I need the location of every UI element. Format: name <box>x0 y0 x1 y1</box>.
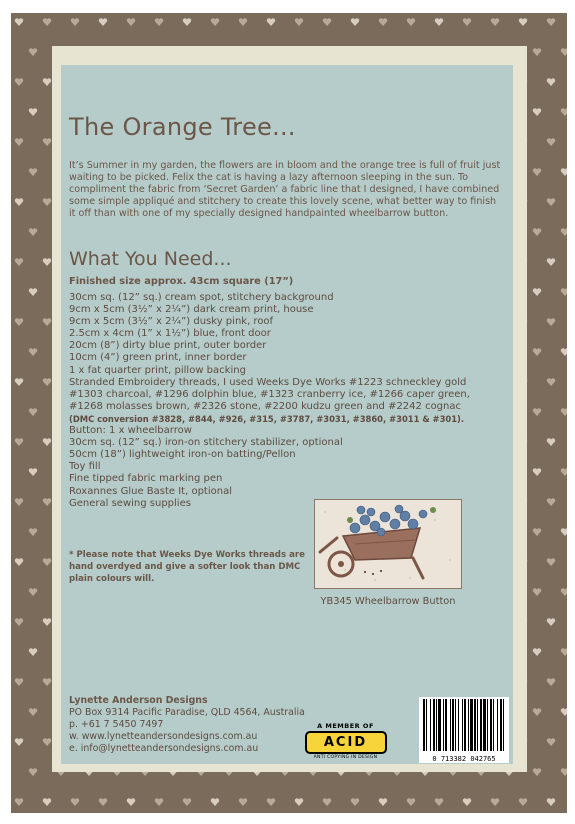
list-item: 1 x fat quarter print, pillow backing <box>69 364 246 376</box>
thread-note: * Please note that Weeks Dye Works threads are hand overdyed and give a softer look than DMC plain colours will. <box>69 550 305 584</box>
heart-icon <box>490 797 500 807</box>
heart-icon <box>546 317 556 327</box>
list-item: General sewing supplies <box>69 497 191 509</box>
heart-icon <box>350 17 360 27</box>
heart-icon <box>98 797 108 807</box>
heart-icon <box>14 77 24 87</box>
list-item: Fine tipped fabric marking pen <box>69 473 223 485</box>
heart-icon <box>378 17 388 27</box>
heart-icon <box>28 767 38 777</box>
heart-icon <box>14 617 24 627</box>
heart-icon <box>14 437 24 447</box>
heart-icon <box>322 17 332 27</box>
acid-top-text: A MEMBER OF <box>317 722 374 730</box>
heart-icon <box>126 797 136 807</box>
heart-icon <box>42 137 52 147</box>
heart-icon <box>560 107 567 117</box>
heart-icon <box>532 347 542 357</box>
heart-icon <box>294 797 304 807</box>
heart-icon <box>42 677 52 687</box>
heart-icon <box>532 767 542 777</box>
heart-icon <box>14 557 24 567</box>
barcode-bar <box>483 699 486 751</box>
heart-icon <box>490 17 500 27</box>
barcode-bar <box>464 699 466 751</box>
heart-icon <box>546 497 556 507</box>
barcode-bar <box>458 699 459 751</box>
heart-icon <box>546 617 556 627</box>
heart-icon <box>42 557 52 567</box>
list-item: Stranded Embroidery threads, I used Weeks Dye Works #1223 schneckley gold <box>69 376 467 388</box>
heart-icon <box>532 47 542 57</box>
heart-icon <box>546 197 556 207</box>
list-item: #1303 charcoal, #1296 dolphin blue, #1323 cranberry ice, #1266 caper green, <box>69 388 470 400</box>
heart-icon <box>42 797 52 807</box>
heart-icon <box>28 227 38 237</box>
heart-icon <box>28 107 38 117</box>
wheelbarrow-button-photo <box>314 499 462 589</box>
heart-icon <box>532 167 542 177</box>
heart-icon <box>560 767 567 777</box>
heart-icon <box>532 587 542 597</box>
phone-number: p. +61 7 5450 7497 <box>69 719 164 730</box>
heart-icon <box>546 677 556 687</box>
barcode-bar <box>468 699 469 751</box>
acid-bottom-text: ANTI COPYING IN DESIGN <box>313 755 378 760</box>
heart-icon <box>462 17 472 27</box>
heart-icon <box>14 317 24 327</box>
barcode-bar <box>490 699 492 751</box>
heart-icon <box>28 407 38 417</box>
barcode-bar <box>423 699 425 751</box>
heart-icon <box>560 647 567 657</box>
heart-icon <box>14 377 24 387</box>
heart-icon <box>28 527 38 537</box>
heart-icon <box>560 347 567 357</box>
page-title: The Orange Tree... <box>69 113 296 141</box>
heart-icon <box>532 287 542 297</box>
list-item: 9cm x 5cm (3½” x 2¼”) dusky pink, roof <box>69 316 274 328</box>
heart-icon <box>14 497 24 507</box>
barcode-bar <box>493 699 494 751</box>
heart-icon <box>42 17 52 27</box>
website-link[interactable]: w. www.lynetteandersondesigns.com.au <box>69 731 258 742</box>
heart-icon <box>546 17 556 27</box>
barcode-bar <box>450 699 451 751</box>
heart-icon <box>546 437 556 447</box>
barcode-bar <box>462 699 463 751</box>
heart-icon <box>28 167 38 177</box>
heart-icon <box>14 797 24 807</box>
heart-icon <box>42 77 52 87</box>
heart-icon <box>70 17 80 27</box>
barcode-bar <box>497 699 498 751</box>
heart-icon <box>560 527 567 537</box>
barcode-bar <box>426 699 427 751</box>
heart-icon <box>560 587 567 597</box>
heart-icon <box>406 797 416 807</box>
heart-icon <box>238 797 248 807</box>
email-link[interactable]: e. info@lynetteandersondesigns.com.au <box>69 743 259 754</box>
heart-icon <box>560 407 567 417</box>
barcode-bar <box>430 699 431 751</box>
barcode-bar <box>436 699 437 751</box>
list-item: 10cm (4”) green print, inner border <box>69 352 247 364</box>
heart-icon <box>42 197 52 207</box>
heart-icon <box>28 347 38 357</box>
barcode-bar <box>500 699 502 751</box>
heart-icon <box>560 227 567 237</box>
heart-icon <box>434 17 444 27</box>
barcode-bar <box>477 699 478 751</box>
heart-icon <box>154 797 164 807</box>
heart-icon <box>322 797 332 807</box>
heart-icon <box>518 17 528 27</box>
barcode-bar <box>470 699 473 751</box>
heart-icon <box>42 257 52 267</box>
intro-paragraph: It’s Summer in my garden, the flowers are in bloom and the orange tree is full of fruit just waiting to be picked. Felix the cat is having a lazy afternoon sleeping in the sun. To compliment the fabric from ‘Secret Garden’ a fabric line that I designed, I have combined some simple appliqué and stitchery to create this lovely scene, what better way to finish it off than with one of my specially designed handpainted wheelbarrow button. <box>69 160 501 219</box>
heart-icon <box>546 797 556 807</box>
list-item: 9cm x 5cm (3½” x 2¼”) dark cream print, house <box>69 304 314 316</box>
barcode-bar <box>474 699 476 751</box>
barcode-bar <box>443 699 444 751</box>
list-item: 20cm (8”) dirty blue print, outer border <box>69 340 267 352</box>
barcode <box>419 697 509 763</box>
heart-icon <box>294 17 304 27</box>
heart-icon <box>560 47 567 57</box>
wheelbarrow-icon <box>315 500 461 588</box>
heart-icon <box>28 47 38 57</box>
list-item: (DMC conversion #3828, #844, #926, #315, #3787, #3031, #3860, #3011 & #301). <box>69 413 465 424</box>
heart-icon <box>532 227 542 237</box>
heart-icon <box>378 797 388 807</box>
barcode-bar <box>503 699 504 751</box>
finished-size: Finished size approx. 43cm square (17”) <box>69 276 294 287</box>
heart-icon <box>546 77 556 87</box>
heart-icon <box>14 17 24 27</box>
heart-icon <box>434 797 444 807</box>
heart-icon <box>28 707 38 717</box>
barcode-bar <box>452 699 454 751</box>
heart-icon <box>238 17 248 27</box>
heart-icon <box>42 317 52 327</box>
heart-icon <box>266 17 276 27</box>
list-item: 50cm (18”) lightweight iron-on batting/Pellon <box>69 449 296 461</box>
barcode-bar <box>487 699 488 751</box>
list-item: Roxannes Glue Baste It, optional <box>69 485 232 497</box>
heart-icon <box>546 257 556 267</box>
barcode-bar <box>433 699 435 751</box>
heart-icon <box>14 197 24 207</box>
heart-icon <box>28 587 38 597</box>
heart-icon <box>42 617 52 627</box>
heart-icon <box>14 257 24 267</box>
heart-icon <box>28 467 38 477</box>
heart-icon <box>266 797 276 807</box>
heart-icon <box>126 17 136 27</box>
list-item: 30cm sq. (12” sq.) cream spot, stitchery background <box>69 292 334 303</box>
barcode-bar <box>445 699 447 751</box>
postal-address: PO Box 9314 Pacific Paradise, QLD 4564, Australia <box>69 707 305 718</box>
heart-icon <box>462 797 472 807</box>
heart-icon <box>42 377 52 387</box>
heart-icon <box>28 647 38 657</box>
heart-icon <box>14 677 24 687</box>
barcode-bar <box>480 699 482 751</box>
heart-icon <box>532 527 542 537</box>
heart-icon <box>182 797 192 807</box>
heart-icon <box>406 17 416 27</box>
requirements-list <box>69 292 509 510</box>
heart-icon <box>546 377 556 387</box>
heart-icon <box>42 497 52 507</box>
heart-icon <box>546 137 556 147</box>
list-item: 2.5cm x 4cm (1” x 1½”) blue, front door <box>69 328 271 340</box>
list-item: Button: 1 x wheelbarrow <box>69 425 192 437</box>
heart-icon <box>210 17 220 27</box>
content-panel <box>61 65 513 764</box>
heart-icon <box>28 287 38 297</box>
heart-icon <box>350 797 360 807</box>
heart-icon <box>546 737 556 747</box>
heart-icon <box>532 407 542 417</box>
company-name: Lynette Anderson Designs <box>69 695 208 706</box>
acid-member-logo <box>303 722 388 760</box>
heart-icon <box>560 167 567 177</box>
barcode-bars <box>419 697 509 753</box>
heart-icon <box>532 707 542 717</box>
heart-icon <box>14 137 24 147</box>
heart-icon <box>560 287 567 297</box>
list-item: #1268 molasses brown, #2326 stone, #2200 kudzu green and #2242 cognac <box>69 400 461 412</box>
heart-icon <box>182 17 192 27</box>
heart-icon <box>560 467 567 477</box>
heart-icon <box>42 737 52 747</box>
list-item: Toy fill <box>69 461 101 473</box>
heart-icon <box>70 797 80 807</box>
heart-icon <box>210 797 220 807</box>
photo-caption: YB345 Wheelbarrow Button <box>320 596 456 607</box>
heart-icon <box>154 17 164 27</box>
barcode-number: 0 713382 042765 <box>432 755 496 763</box>
heart-icon <box>532 107 542 117</box>
heart-icon <box>532 647 542 657</box>
heart-icon <box>560 707 567 717</box>
barcode-bar <box>438 699 441 751</box>
heart-icon <box>532 467 542 477</box>
acid-logo: ACID <box>305 731 387 754</box>
list-item: 30cm sq. (12” sq.) iron-on stitchery stabilizer, optional <box>69 437 343 449</box>
barcode-bar <box>455 699 456 751</box>
heart-icon <box>518 797 528 807</box>
section-title: What You Need... <box>69 248 232 270</box>
heart-icon <box>42 437 52 447</box>
heart-icon <box>14 737 24 747</box>
heart-icon <box>98 17 108 27</box>
heart-icon <box>546 557 556 567</box>
